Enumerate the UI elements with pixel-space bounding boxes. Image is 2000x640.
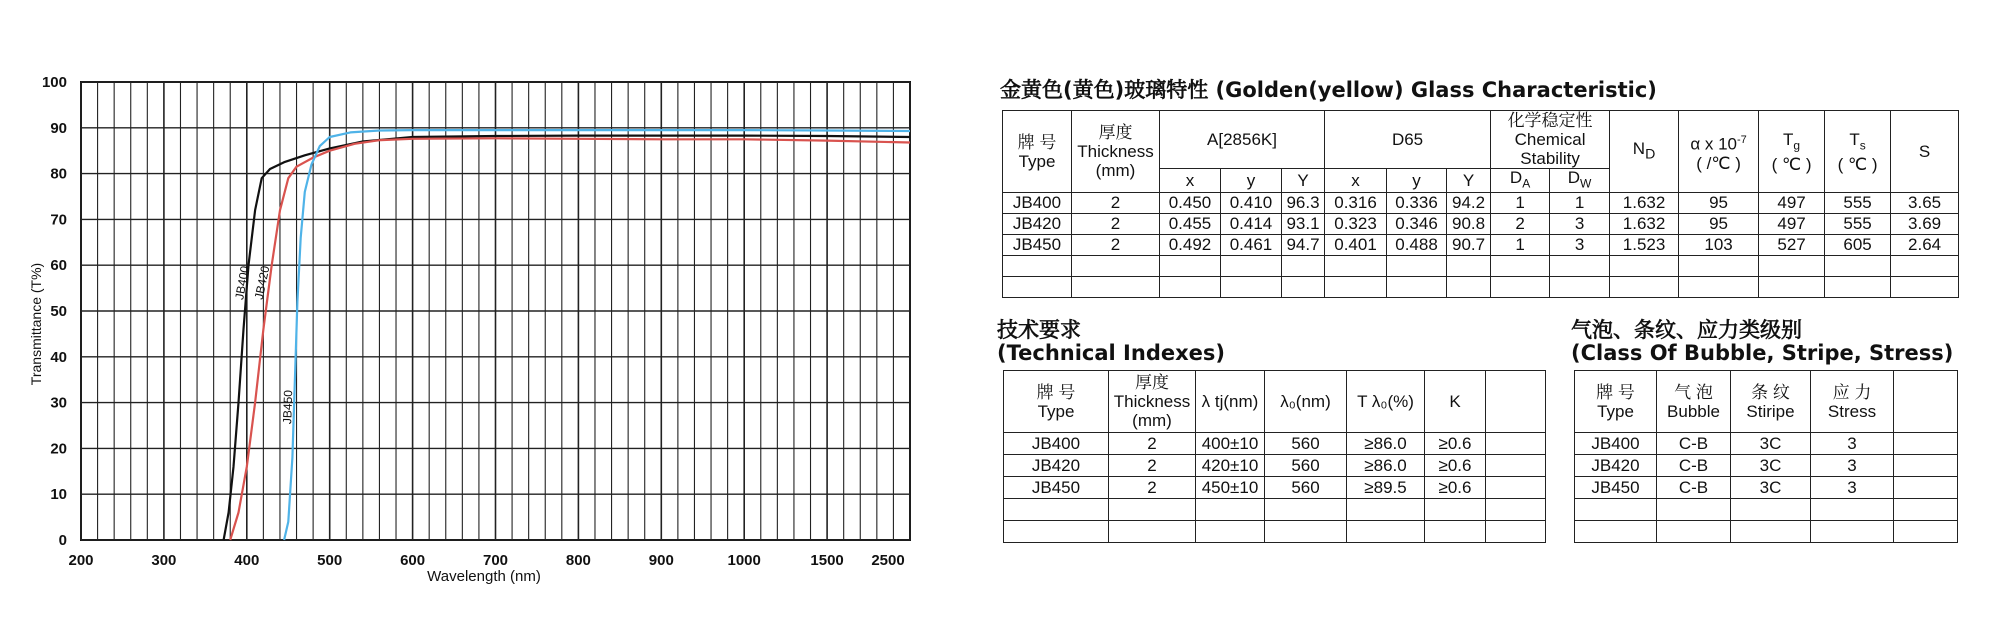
golden-cell-ay xyxy=(1221,277,1282,298)
tg-main: T xyxy=(1783,129,1794,149)
tech-cell-l0: 560 xyxy=(1265,433,1347,455)
golden-cell-aY: 94.7 xyxy=(1282,235,1325,256)
golden-cell-dx xyxy=(1325,256,1387,277)
y-tick-label: 0 xyxy=(58,532,67,549)
golden-header-nd xyxy=(1610,111,1679,193)
golden-cell-dw xyxy=(1550,277,1610,298)
technical-indexes-title-cn: 技术要求 xyxy=(997,318,1081,342)
tech-cell-l0: 560 xyxy=(1265,477,1347,499)
golden-cell-dw xyxy=(1550,256,1610,277)
golden-cell-ts xyxy=(1825,277,1891,298)
golden-cell-type: JB420 xyxy=(1003,214,1072,235)
bubble-row xyxy=(1575,433,1958,455)
y-tick-label: 70 xyxy=(50,211,67,229)
golden-cell-aY: 93.1 xyxy=(1282,214,1325,235)
tech-header-thickness-unit: (mm) xyxy=(1132,411,1172,430)
bubble-header-type-cn: 牌 号 xyxy=(1596,382,1635,402)
golden-cell-alpha: 103 xyxy=(1679,235,1759,256)
golden-table-body xyxy=(1003,193,1959,298)
ts-line xyxy=(1825,130,1890,155)
tech-header-thickness-cn: 厚度 xyxy=(1135,373,1169,392)
golden-cell-thick: 2 xyxy=(1072,193,1160,214)
bubble-cell-type xyxy=(1575,521,1657,543)
golden-cell-dY: 90.7 xyxy=(1447,235,1491,256)
golden-cell-thick: 2 xyxy=(1072,235,1160,256)
tech-cell-blank xyxy=(1486,521,1546,543)
golden-cell-da: 1 xyxy=(1491,235,1550,256)
bubble-cell-stress: 3 xyxy=(1811,433,1894,455)
tech-cell-k: ≥0.6 xyxy=(1425,455,1486,477)
tech-cell-ltj xyxy=(1196,521,1265,543)
golden-cell-dY: 90.8 xyxy=(1447,214,1491,235)
bubble-header-stripe-cn: 条 纹 xyxy=(1751,382,1790,402)
bubble-cell-type: JB450 xyxy=(1575,477,1657,499)
golden-cell-nd: 1.632 xyxy=(1610,193,1679,214)
bubble-cell-blank xyxy=(1894,455,1958,477)
tech-cell-thick: 2 xyxy=(1109,455,1196,477)
y-tick-label: 100 xyxy=(41,74,67,91)
golden-header-thickness-cn: 厚度 xyxy=(1098,123,1133,143)
x-tick-label: 500 xyxy=(317,552,343,569)
bubble-blank-row xyxy=(1575,499,1958,521)
tech-blank-row xyxy=(1004,521,1546,543)
tech-cell-ltj xyxy=(1196,499,1265,521)
alpha-main: α x 10 xyxy=(1690,134,1738,154)
bubble-cell-bubble xyxy=(1657,499,1731,521)
golden-cell-s: 3.65 xyxy=(1891,193,1959,214)
tech-cell-l0: 560 xyxy=(1265,455,1347,477)
bubble-header-stress xyxy=(1811,371,1894,433)
golden-cell-nd: 1.523 xyxy=(1610,235,1679,256)
technical-indexes-title-en: (Technical Indexes) xyxy=(997,341,1225,365)
golden-cell-ay xyxy=(1221,256,1282,277)
golden-cell-dw: 3 xyxy=(1550,214,1610,235)
bubble-cell-blank xyxy=(1894,521,1958,543)
series-label-jb420: JB420 xyxy=(251,264,273,301)
tech-cell-type: JB420 xyxy=(1004,455,1109,477)
golden-header-tg xyxy=(1759,111,1825,193)
bubble-header-bubble xyxy=(1657,371,1731,433)
golden-cell-dx: 0.401 xyxy=(1325,235,1387,256)
golden-row xyxy=(1003,193,1959,214)
golden-cell-thick xyxy=(1072,256,1160,277)
golden-header-alpha xyxy=(1679,111,1759,193)
tech-cell-type: JB450 xyxy=(1004,477,1109,499)
tech-cell-k xyxy=(1425,499,1486,521)
tech-cell-k xyxy=(1425,521,1486,543)
dw-main: D xyxy=(1567,168,1581,187)
golden-subheader-ax: x xyxy=(1160,169,1221,193)
bubble-cell-stripe: 3C xyxy=(1731,433,1811,455)
golden-cell-dx: 0.316 xyxy=(1325,193,1387,214)
golden-cell-alpha: 95 xyxy=(1679,214,1759,235)
tech-cell-l0 xyxy=(1265,499,1347,521)
golden-cell-ax: 0.492 xyxy=(1160,235,1221,256)
y-tick-label: 50 xyxy=(50,303,67,320)
x-tick-label: 2500 xyxy=(871,552,905,569)
bubble-cell-bubble: C-B xyxy=(1657,433,1731,455)
technical-indexes-table xyxy=(1003,370,1546,543)
series-line-jb400 xyxy=(224,136,910,540)
golden-cell-dw: 3 xyxy=(1550,235,1610,256)
bubble-cell-stress: 3 xyxy=(1811,455,1894,477)
golden-cell-nd xyxy=(1610,277,1679,298)
golden-cell-type: JB450 xyxy=(1003,235,1072,256)
golden-cell-ts: 605 xyxy=(1825,235,1891,256)
x-tick-label: 1000 xyxy=(727,552,761,569)
bubble-cell-stress: 3 xyxy=(1811,477,1894,499)
x-tick-label: 700 xyxy=(482,552,509,569)
tech-header-type xyxy=(1004,371,1109,433)
y-tick-labels xyxy=(42,74,67,549)
bubble-header-type xyxy=(1575,371,1657,433)
golden-cell-dy: 0.488 xyxy=(1387,235,1447,256)
golden-cell-dw: 1 xyxy=(1550,193,1610,214)
golden-subheader-ay: y xyxy=(1221,169,1282,193)
golden-glass-title: 金黄色(黄色)玻璃特性 (Golden(yellow) Glass Characteristic) xyxy=(1000,78,1657,102)
golden-blank-row xyxy=(1003,256,1959,277)
bubble-cell-bubble xyxy=(1657,521,1731,543)
golden-header-type xyxy=(1003,111,1072,193)
x-tick-label: 200 xyxy=(68,552,94,569)
golden-header-chemical-stability xyxy=(1491,111,1610,169)
golden-blank-row xyxy=(1003,277,1959,298)
bubble-cell-type xyxy=(1575,499,1657,521)
golden-cell-dy xyxy=(1387,256,1447,277)
golden-cell-aY: 96.3 xyxy=(1282,193,1325,214)
tech-table-body xyxy=(1004,433,1546,543)
bubble-cell-type: JB400 xyxy=(1575,433,1657,455)
ts-unit: ( ℃ ) xyxy=(1837,154,1878,174)
golden-header-ts xyxy=(1825,111,1891,193)
tech-cell-type xyxy=(1004,499,1109,521)
golden-cell-tg xyxy=(1759,277,1825,298)
tech-cell-tl0: ≥89.5 xyxy=(1347,477,1425,499)
tech-cell-l0 xyxy=(1265,521,1347,543)
tg-unit: ( ℃ ) xyxy=(1771,154,1812,174)
bubble-cell-blank xyxy=(1894,477,1958,499)
golden-cell-da xyxy=(1491,277,1550,298)
bubble-cell-stress xyxy=(1811,499,1894,521)
golden-cell-tg xyxy=(1759,256,1825,277)
golden-cell-ay: 0.414 xyxy=(1221,214,1282,235)
x-tick-label: 800 xyxy=(565,552,591,569)
alpha-unit: ( /℃ ) xyxy=(1696,153,1741,173)
golden-cell-thick: 2 xyxy=(1072,214,1160,235)
tech-cell-tl0: ≥86.0 xyxy=(1347,433,1425,455)
chart-grid xyxy=(81,82,910,540)
golden-row xyxy=(1003,235,1959,256)
golden-cell-ts xyxy=(1825,256,1891,277)
tech-cell-type xyxy=(1004,521,1109,543)
tech-cell-k: ≥0.6 xyxy=(1425,477,1486,499)
golden-cell-alpha xyxy=(1679,277,1759,298)
series-line-jb420 xyxy=(230,138,910,540)
golden-subheader-aY: Y xyxy=(1282,169,1325,193)
golden-cell-alpha: 95 xyxy=(1679,193,1759,214)
series-label-jb450: JB450 xyxy=(280,389,296,425)
golden-cell-dy: 0.346 xyxy=(1387,214,1447,235)
tech-cell-k: ≥0.6 xyxy=(1425,433,1486,455)
tech-blank-row xyxy=(1004,499,1546,521)
bubble-header-stripe xyxy=(1731,371,1811,433)
golden-cell-ay: 0.461 xyxy=(1221,235,1282,256)
bubble-header-row xyxy=(1575,371,1958,433)
golden-glass-table xyxy=(1002,110,1959,298)
tech-header-t-lambda0: T λ₀(%) xyxy=(1347,371,1425,433)
golden-cell-dx: 0.323 xyxy=(1325,214,1387,235)
tech-cell-type: JB400 xyxy=(1004,433,1109,455)
golden-header-thickness-unit: (mm) xyxy=(1095,161,1136,181)
golden-cell-dy xyxy=(1387,277,1447,298)
x-tick-labels xyxy=(68,552,904,569)
golden-header-thickness-en: Thickness xyxy=(1077,142,1154,162)
golden-cell-type xyxy=(1003,277,1072,298)
tech-row xyxy=(1004,455,1546,477)
tech-cell-thick xyxy=(1109,521,1196,543)
tg-line xyxy=(1759,130,1824,155)
tech-header-type-cn: 牌 号 xyxy=(1036,382,1076,402)
golden-header-row xyxy=(1003,111,1959,169)
golden-cell-da: 2 xyxy=(1491,214,1550,235)
bubble-header-type-en: Type xyxy=(1597,401,1634,421)
bubble-header-bubble-cn: 气 泡 xyxy=(1674,382,1713,402)
tech-cell-tl0 xyxy=(1347,521,1425,543)
x-tick-label: 1500 xyxy=(810,552,844,569)
golden-cell-s: 3.69 xyxy=(1891,214,1959,235)
transmittance-chart xyxy=(0,0,930,600)
golden-header-chem-cn: 化学稳定性 xyxy=(1507,111,1593,130)
bubble-header-bubble-en: Bubble xyxy=(1667,401,1720,421)
golden-header-d65: D65 xyxy=(1325,111,1491,169)
bubble-cell-blank xyxy=(1894,499,1958,521)
x-tick-label: 400 xyxy=(234,552,260,569)
golden-cell-nd xyxy=(1610,256,1679,277)
bubble-cell-stripe xyxy=(1731,521,1811,543)
alpha-line xyxy=(1679,131,1758,154)
y-tick-label: 10 xyxy=(50,486,67,504)
tech-cell-tl0 xyxy=(1347,499,1425,521)
golden-cell-ax: 0.455 xyxy=(1160,214,1221,235)
ts-sub: s xyxy=(1859,137,1866,152)
da-main: D xyxy=(1509,168,1523,187)
golden-cell-ay: 0.410 xyxy=(1221,193,1282,214)
golden-cell-tg: 497 xyxy=(1759,193,1825,214)
tech-cell-blank xyxy=(1486,433,1546,455)
bubble-cell-stripe: 3C xyxy=(1731,455,1811,477)
bubble-cell-stripe xyxy=(1731,499,1811,521)
golden-subheader-dy: y xyxy=(1387,169,1447,193)
bubble-header-stress-cn: 应 力 xyxy=(1832,382,1872,402)
bubble-cell-blank xyxy=(1894,433,1958,455)
tech-cell-thick: 2 xyxy=(1109,477,1196,499)
nd-sub: D xyxy=(1645,146,1656,163)
golden-header-s: S xyxy=(1891,111,1959,193)
golden-cell-type xyxy=(1003,256,1072,277)
tech-header-k: K xyxy=(1425,371,1486,433)
bubble-header-blank xyxy=(1894,371,1958,433)
golden-cell-ax xyxy=(1160,256,1221,277)
tech-header-row xyxy=(1004,371,1546,433)
golden-cell-dx xyxy=(1325,277,1387,298)
series-line-jb450 xyxy=(284,130,910,540)
x-tick-label: 300 xyxy=(151,552,177,569)
tech-cell-ltj: 420±10 xyxy=(1196,455,1265,477)
tech-cell-tl0: ≥86.0 xyxy=(1347,455,1425,477)
golden-header-chem-en1: Chemical xyxy=(1514,130,1586,149)
bubble-cell-type: JB420 xyxy=(1575,455,1657,477)
golden-header-thickness xyxy=(1072,111,1160,193)
golden-subheader-dw xyxy=(1550,169,1610,193)
golden-cell-s xyxy=(1891,277,1959,298)
bubble-header-stripe-en: Stiripe xyxy=(1746,401,1795,421)
y-tick-label: 20 xyxy=(50,440,67,458)
golden-cell-dy: 0.336 xyxy=(1387,193,1447,214)
golden-cell-ts: 555 xyxy=(1825,193,1891,214)
da-sub: A xyxy=(1522,176,1531,191)
bubble-cell-stress xyxy=(1811,521,1894,543)
tech-cell-blank xyxy=(1486,477,1546,499)
bubble-row xyxy=(1575,455,1958,477)
bubble-class-table xyxy=(1574,370,1958,543)
golden-cell-ax xyxy=(1160,277,1221,298)
golden-cell-dY: 94.2 xyxy=(1447,193,1491,214)
tech-header-blank xyxy=(1486,371,1546,433)
tech-header-thickness xyxy=(1109,371,1196,433)
golden-subheader-dY: Y xyxy=(1447,169,1491,193)
tech-cell-ltj: 400±10 xyxy=(1196,433,1265,455)
tech-header-lambda0: λ₀(nm) xyxy=(1265,371,1347,433)
alpha-sup: -7 xyxy=(1737,133,1747,146)
golden-cell-type: JB400 xyxy=(1003,193,1072,214)
x-tick-label: 600 xyxy=(400,552,426,569)
golden-cell-aY xyxy=(1282,277,1325,298)
y-tick-label: 30 xyxy=(50,394,67,412)
tech-header-thickness-en: Thickness xyxy=(1113,392,1191,411)
ts-main: T xyxy=(1849,129,1860,149)
golden-header-a2856k: A[2856K] xyxy=(1160,111,1325,169)
golden-cell-ts: 555 xyxy=(1825,214,1891,235)
tech-cell-ltj: 450±10 xyxy=(1196,477,1265,499)
bubble-cell-bubble: C-B xyxy=(1657,477,1731,499)
x-tick-label: 900 xyxy=(648,552,674,569)
golden-header-type-en: Type xyxy=(1018,151,1056,171)
chart-series xyxy=(224,130,910,540)
golden-cell-tg: 527 xyxy=(1759,235,1825,256)
tech-cell-blank xyxy=(1486,499,1546,521)
tech-row xyxy=(1004,433,1546,455)
tech-cell-blank xyxy=(1486,455,1546,477)
golden-cell-da: 1 xyxy=(1491,193,1550,214)
tech-header-type-en: Type xyxy=(1037,401,1075,421)
x-axis-label: Wavelength (nm) xyxy=(427,568,541,585)
bubble-table-body xyxy=(1575,433,1958,543)
golden-cell-thick xyxy=(1072,277,1160,298)
y-tick-label: 90 xyxy=(50,119,67,137)
series-label-jb400: JB400 xyxy=(232,264,253,301)
golden-cell-dY xyxy=(1447,277,1491,298)
golden-cell-dY xyxy=(1447,256,1491,277)
golden-header-type-cn: 牌 号 xyxy=(1017,132,1057,152)
golden-subheader-da xyxy=(1491,169,1550,193)
golden-cell-nd: 1.632 xyxy=(1610,214,1679,235)
y-axis-label: Transmittance (T%) xyxy=(28,262,44,386)
bubble-cell-bubble: C-B xyxy=(1657,455,1731,477)
golden-cell-s xyxy=(1891,256,1959,277)
golden-subheader-dx: x xyxy=(1325,169,1387,193)
y-tick-label: 60 xyxy=(50,257,67,275)
bubble-blank-row xyxy=(1575,521,1958,543)
golden-cell-s: 2.64 xyxy=(1891,235,1959,256)
bubble-cell-stripe: 3C xyxy=(1731,477,1811,499)
golden-cell-ax: 0.450 xyxy=(1160,193,1221,214)
golden-cell-alpha xyxy=(1679,256,1759,277)
golden-cell-aY xyxy=(1282,256,1325,277)
bubble-class-title-cn: 气泡、条纹、应力类级别 xyxy=(1571,318,1802,342)
nd-main: N xyxy=(1632,139,1646,158)
tech-cell-thick xyxy=(1109,499,1196,521)
dw-sub: W xyxy=(1580,176,1592,191)
y-tick-label: 40 xyxy=(50,348,67,366)
bubble-header-stress-en: Stress xyxy=(1827,401,1877,421)
tech-row xyxy=(1004,477,1546,499)
tech-cell-thick: 2 xyxy=(1109,433,1196,455)
golden-row xyxy=(1003,214,1959,235)
bubble-class-title-en: (Class Of Bubble, Stripe, Stress) xyxy=(1571,341,1954,365)
bubble-row xyxy=(1575,477,1958,499)
golden-header-chem-en2: Stability xyxy=(1520,149,1580,168)
golden-cell-tg: 497 xyxy=(1759,214,1825,235)
y-tick-label: 80 xyxy=(50,165,67,183)
golden-cell-da xyxy=(1491,256,1550,277)
tg-sub: g xyxy=(1793,137,1801,152)
tech-header-lambda-tj: λ tj(nm) xyxy=(1196,371,1265,433)
